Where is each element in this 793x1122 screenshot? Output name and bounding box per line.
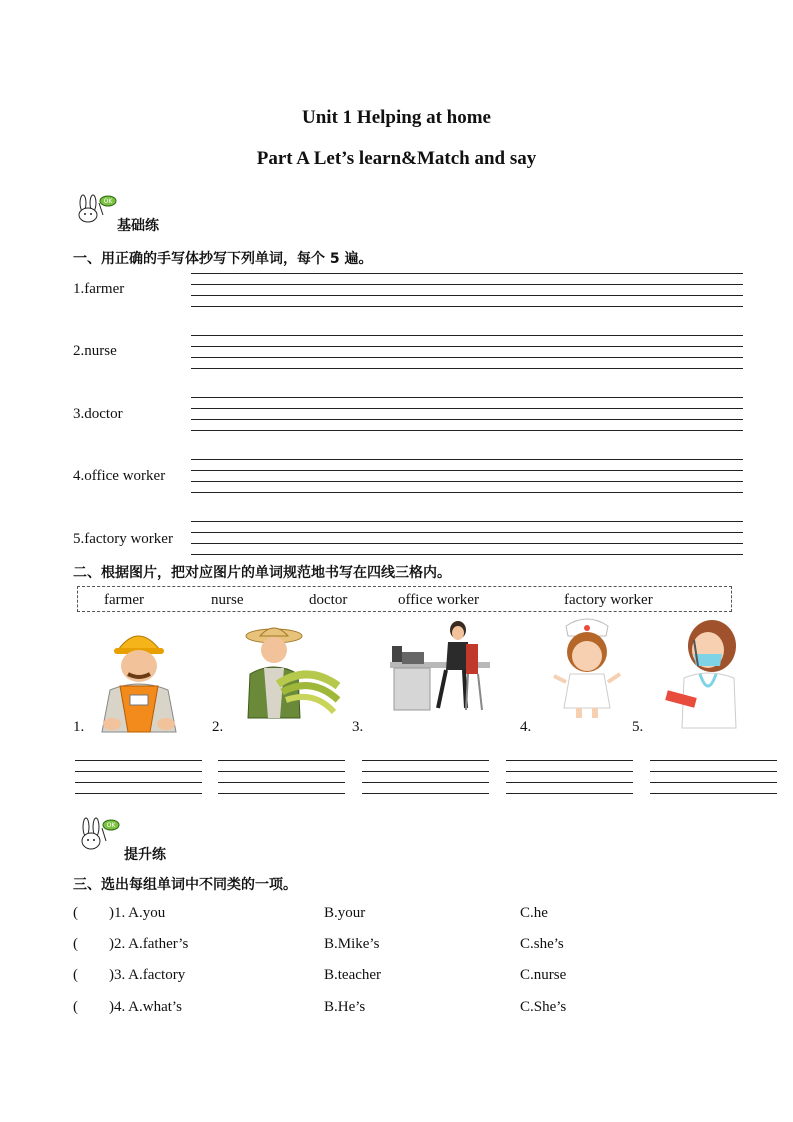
answer-paren[interactable]: (	[73, 936, 78, 952]
option-b: B.He’s	[324, 999, 366, 1015]
word-bank-doctor: doctor	[309, 592, 348, 608]
doctor-picture	[664, 618, 740, 730]
page-subtitle: Part A Let’s learn&Match and say	[256, 148, 537, 169]
option-b: B.your	[324, 905, 366, 921]
picture-number-2: 2.	[212, 719, 224, 735]
picture-number-5: 5.	[632, 719, 644, 735]
q1-word-farmer: 1.farmer	[73, 281, 125, 297]
q1-word-factory-worker: 5.factory worker	[73, 531, 173, 547]
section-basic-label: 基础练	[117, 218, 159, 234]
q2-heading: 二、根据图片，把对应图片的单词规范地书写在四线三格内。	[73, 565, 451, 581]
farmer-picture	[238, 620, 342, 720]
option-c: C.she’s	[520, 936, 564, 952]
picture-number-4: 4.	[520, 719, 532, 735]
item-number-option-a: )4. A.what’s	[109, 999, 182, 1015]
picture-number-1: 1.	[73, 719, 85, 735]
answer-paren[interactable]: (	[73, 999, 78, 1015]
answer-paren[interactable]: (	[73, 905, 78, 921]
item-number-option-a: )2. A.father’s	[109, 936, 189, 952]
q1-heading: 一、用正确的手写体抄写下列单词，每个 5 遍。	[73, 251, 373, 267]
q1-word-office-worker: 4.office worker	[73, 468, 166, 484]
q1-word-doctor: 3.doctor	[73, 406, 123, 422]
option-b: B.teacher	[324, 967, 382, 983]
office-worker-picture	[390, 620, 490, 712]
word-bank-nurse: nurse	[211, 592, 244, 608]
rabbit-ok-icon	[76, 816, 120, 852]
svg-text:OK: OK	[106, 822, 116, 829]
q3-heading: 三、选出每组单词中不同类的一项。	[73, 877, 297, 893]
option-c: C.he	[520, 905, 548, 921]
q1-word-nurse: 2.nurse	[73, 343, 117, 359]
rabbit-ok-icon	[73, 193, 117, 225]
word-bank-office-worker: office worker	[398, 592, 479, 608]
option-c: C.She’s	[520, 999, 567, 1015]
option-c: C.nurse	[520, 967, 567, 983]
word-bank-factory-worker: factory worker	[564, 592, 653, 608]
nurse-picture	[552, 612, 622, 720]
picture-number-3: 3.	[352, 719, 364, 735]
option-b: B.Mike’s	[324, 936, 380, 952]
factory-worker-picture	[90, 620, 186, 738]
item-number-option-a: )1. A.you	[109, 905, 166, 921]
answer-paren[interactable]: (	[73, 967, 78, 983]
svg-text:OK: OK	[103, 198, 113, 205]
word-bank-farmer: farmer	[104, 592, 144, 608]
item-number-option-a: )3. A.factory	[109, 967, 186, 983]
page-title: Unit 1 Helping at home	[302, 107, 491, 128]
section-advanced-label: 提升练	[124, 847, 166, 863]
